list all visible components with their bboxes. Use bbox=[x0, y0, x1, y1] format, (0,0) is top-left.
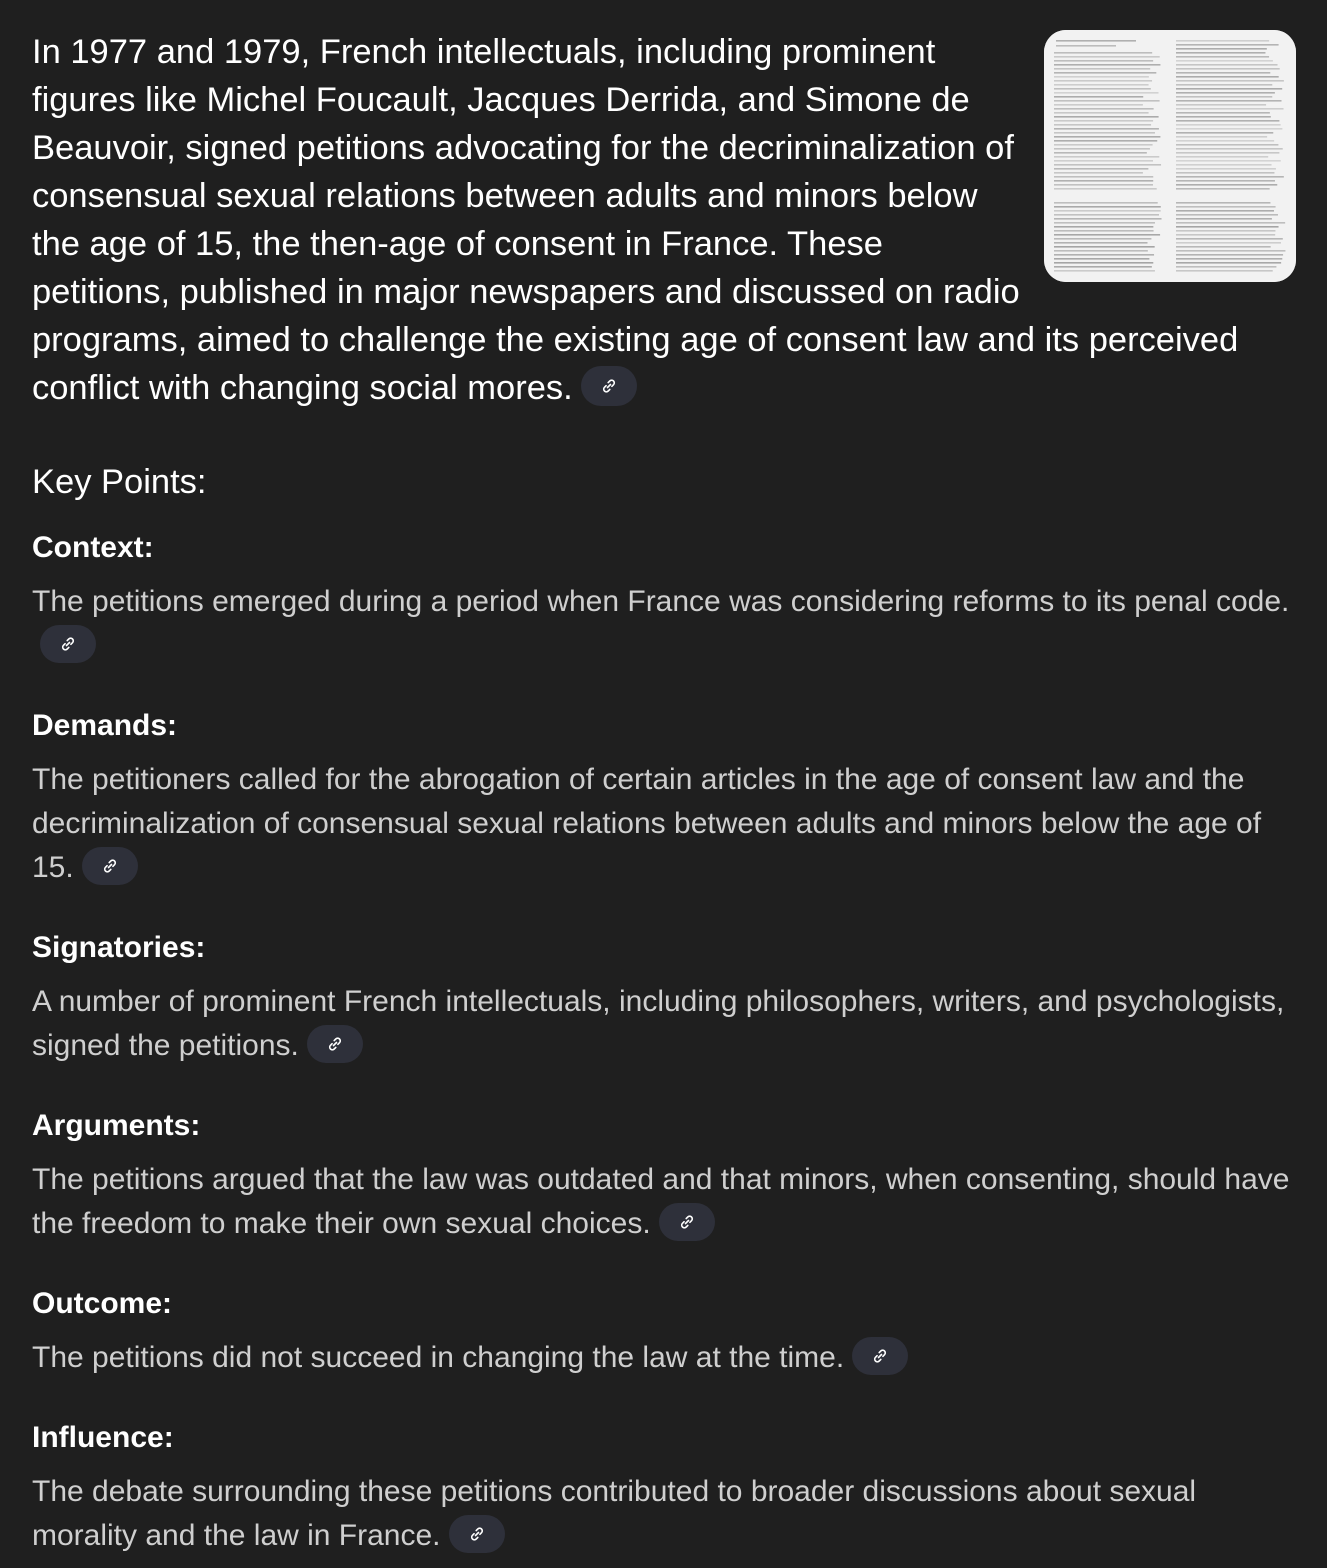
clipping-text-line bbox=[1054, 96, 1143, 98]
clipping-text-line bbox=[1054, 206, 1161, 208]
key-point-arguments bbox=[32, 1108, 1296, 1246]
clipping-text-line bbox=[1054, 266, 1152, 268]
clipping-text-line bbox=[1054, 104, 1143, 106]
clipping-text-line bbox=[1176, 250, 1285, 252]
link-icon bbox=[469, 1526, 485, 1542]
clipping-text-line bbox=[1054, 136, 1160, 138]
clipping-text-line bbox=[1176, 172, 1274, 174]
key-point-body bbox=[32, 1158, 1296, 1246]
link-icon bbox=[102, 858, 118, 874]
citation-link-button[interactable] bbox=[307, 1025, 363, 1063]
clipping-text-line bbox=[1054, 262, 1153, 264]
clipping-text-line bbox=[1054, 168, 1148, 170]
citation-link-button[interactable] bbox=[581, 366, 637, 406]
clipping-text-line bbox=[1054, 64, 1160, 66]
clipping-text-line bbox=[1054, 246, 1155, 248]
clipping-text-line bbox=[1054, 242, 1147, 244]
clipping-text-line bbox=[1054, 72, 1156, 74]
key-point-outcome bbox=[32, 1286, 1296, 1380]
clipping-text-line bbox=[1054, 152, 1147, 154]
clipping-text-line bbox=[1176, 132, 1273, 134]
clipping-text-line bbox=[1054, 160, 1153, 162]
clipping-text-line bbox=[1176, 164, 1272, 166]
key-point-body bbox=[32, 1470, 1296, 1558]
clipping-text-line bbox=[1054, 202, 1158, 204]
key-point-title: Arguments: bbox=[32, 1109, 201, 1142]
clipping-text-line bbox=[1176, 148, 1283, 150]
clipping-text-line bbox=[1176, 238, 1283, 240]
clipping-text-line bbox=[1056, 40, 1136, 42]
clipping-text-line bbox=[1054, 112, 1149, 114]
clipping-text-line bbox=[1054, 108, 1154, 110]
clipping-text-line bbox=[1054, 184, 1153, 186]
link-icon bbox=[601, 378, 617, 394]
clipping-text-line bbox=[1054, 250, 1148, 252]
key-points-heading: Key Points: bbox=[32, 463, 207, 501]
key-point-text: The petitioners called for the abrogation of certain articles in the age of consent law and the decriminalization of consensual sexual relations between adults and minors below the age of 15. bbox=[32, 763, 1262, 884]
clipping-text-line bbox=[1176, 140, 1274, 142]
clipping-text-line bbox=[1054, 60, 1153, 62]
clipping-text-line bbox=[1176, 152, 1279, 154]
intro-text: In 1977 and 1979, French intellectuals, including prominent figures like Michel Foucault, Jacques Derrida, and Simone de Beauvoir, signed petitions advocating for the decriminalization of consensual sexual relations between adults and minors below the age of 15, the then-age of consent in France. These petitions, published in major newspapers and discussed on radio programs, aimed to challenge the existing age of consent law and its perceived conflict with changing social mores. bbox=[32, 33, 1239, 407]
clipping-text-line bbox=[1054, 56, 1160, 58]
key-points-list bbox=[32, 530, 1296, 1558]
clipping-text-line bbox=[1054, 92, 1158, 94]
clipping-text-line bbox=[1054, 164, 1161, 166]
clipping-text-line bbox=[1054, 120, 1153, 122]
key-point-text: The petitions emerged during a period when France was considering reforms to its penal code. bbox=[32, 585, 1290, 618]
link-icon bbox=[327, 1036, 343, 1052]
key-point-influence bbox=[32, 1420, 1296, 1558]
clipping-text-line bbox=[1176, 176, 1284, 178]
clipping-text-line bbox=[1176, 262, 1281, 264]
clipping-text-line bbox=[1176, 120, 1279, 122]
clipping-text-line bbox=[1176, 254, 1283, 256]
clipping-text-line bbox=[1176, 206, 1276, 208]
clipping-text-line bbox=[1054, 52, 1152, 54]
key-point-text: A number of prominent French intellectuals, including philosophers, writers, and psychologists, signed the petitions. bbox=[32, 985, 1285, 1062]
clipping-text-line bbox=[1054, 180, 1153, 182]
clipping-text-line bbox=[1056, 45, 1116, 47]
key-point-title: Outcome: bbox=[32, 1287, 173, 1320]
key-point-context bbox=[32, 530, 1296, 668]
clipping-text-line bbox=[1176, 92, 1275, 94]
link-icon bbox=[679, 1214, 695, 1230]
clipping-text-line bbox=[1054, 270, 1155, 272]
clipping-text-line bbox=[1176, 246, 1271, 248]
clipping-text-line bbox=[1054, 234, 1160, 236]
clipping-text-line bbox=[1176, 108, 1284, 110]
clipping-text-line bbox=[1054, 238, 1151, 240]
clipping-text-line bbox=[1176, 168, 1276, 170]
clipping-text-line bbox=[1054, 222, 1155, 224]
clipping-text-line bbox=[1176, 156, 1268, 158]
clipping-text-line bbox=[1176, 210, 1274, 212]
clipping-text-line bbox=[1054, 210, 1161, 212]
clipping-text-line bbox=[1176, 230, 1275, 232]
key-point-title: Influence: bbox=[32, 1421, 174, 1454]
clipping-text-line bbox=[1176, 52, 1265, 54]
clipping-text-line bbox=[1176, 144, 1278, 146]
clipping-text-line bbox=[1176, 222, 1285, 224]
citation-link-button[interactable] bbox=[852, 1337, 908, 1375]
clipping-text-line bbox=[1054, 258, 1149, 260]
link-icon bbox=[60, 636, 76, 652]
clipping-text-line bbox=[1176, 180, 1275, 182]
clipping-text-line bbox=[1176, 188, 1270, 190]
key-point-title: Signatories: bbox=[32, 931, 206, 964]
clipping-text-line bbox=[1176, 96, 1272, 98]
newspaper-clipping-thumbnail[interactable] bbox=[1044, 30, 1296, 282]
key-point-text: The petitions argued that the law was outdated and that minors, when consenting, should have the freedom to make their own sexual choices. bbox=[32, 1163, 1290, 1240]
clipping-text-line bbox=[1054, 88, 1151, 90]
clipping-text-line bbox=[1176, 48, 1267, 50]
clipping-text-line bbox=[1176, 128, 1282, 130]
clipping-text-line bbox=[1176, 76, 1279, 78]
clipping-text-line bbox=[1176, 104, 1266, 106]
clipping-text-line bbox=[1054, 188, 1157, 190]
clipping-text-line bbox=[1054, 176, 1153, 178]
clipping-text-line bbox=[1054, 230, 1154, 232]
clipping-text-line bbox=[1054, 172, 1143, 174]
key-point-title: Demands: bbox=[32, 709, 178, 742]
citation-link-button[interactable] bbox=[659, 1203, 715, 1241]
clipping-text-line bbox=[1176, 218, 1272, 220]
clipping-text-line bbox=[1176, 84, 1272, 86]
clipping-text-line bbox=[1054, 156, 1159, 158]
key-point-body bbox=[32, 980, 1296, 1068]
clipping-text-line bbox=[1054, 80, 1152, 82]
key-point-body bbox=[32, 1336, 1296, 1380]
citation-link-button[interactable] bbox=[40, 625, 96, 663]
clipping-text-line bbox=[1176, 266, 1276, 268]
clipping-text-line bbox=[1054, 214, 1159, 216]
clipping-text-line bbox=[1176, 56, 1269, 58]
clipping-text-line bbox=[1176, 112, 1270, 114]
clipping-text-line bbox=[1176, 88, 1282, 90]
key-point-signatories bbox=[32, 930, 1296, 1068]
clipping-text-line bbox=[1176, 184, 1277, 186]
clipping-text-line bbox=[1176, 226, 1279, 228]
clipping-text-line bbox=[1176, 40, 1269, 42]
clipping-text-line bbox=[1176, 116, 1271, 118]
clipping-text-line bbox=[1054, 116, 1159, 118]
clipping-text-line bbox=[1176, 202, 1270, 204]
clipping-text-line bbox=[1054, 226, 1153, 228]
key-point-demands bbox=[32, 708, 1296, 890]
clipping-text-line bbox=[1176, 160, 1281, 162]
clipping-text-line bbox=[1176, 234, 1275, 236]
clipping-text-line bbox=[1176, 80, 1284, 82]
link-icon bbox=[872, 1348, 888, 1364]
clipping-text-line bbox=[1054, 144, 1153, 146]
clipping-text-line bbox=[1176, 100, 1281, 102]
clipping-text-line bbox=[1176, 258, 1282, 260]
clipping-text-line bbox=[1176, 136, 1267, 138]
clipping-text-line bbox=[1176, 124, 1281, 126]
clipping-text-line bbox=[1054, 140, 1157, 142]
clipping-text-line bbox=[1054, 68, 1150, 70]
clipping-text-line bbox=[1176, 214, 1278, 216]
clipping-text-line bbox=[1054, 128, 1159, 130]
answer-content bbox=[32, 28, 1296, 1558]
clipping-text-line bbox=[1054, 84, 1149, 86]
clipping-text-line bbox=[1054, 148, 1150, 150]
clipping-text-line bbox=[1054, 124, 1151, 126]
key-point-text: The debate surrounding these petitions contributed to broader discussions about sexual morality and the law in France. bbox=[32, 1475, 1197, 1552]
citation-link-button[interactable] bbox=[449, 1515, 505, 1553]
key-point-body bbox=[32, 758, 1296, 890]
clipping-text-line bbox=[1054, 76, 1149, 78]
citation-link-button[interactable] bbox=[82, 847, 138, 885]
clipping-text-line bbox=[1054, 132, 1155, 134]
clipping-text-line bbox=[1054, 218, 1162, 220]
clipping-text-line bbox=[1176, 44, 1279, 46]
newspaper-clipping-image bbox=[1044, 30, 1296, 282]
clipping-text-line bbox=[1176, 60, 1273, 62]
clipping-text-line bbox=[1176, 72, 1270, 74]
key-point-title: Context: bbox=[32, 531, 154, 564]
clipping-text-line bbox=[1176, 64, 1278, 66]
clipping-text-line bbox=[1176, 242, 1281, 244]
clipping-text-line bbox=[1054, 254, 1154, 256]
clipping-text-line bbox=[1176, 68, 1280, 70]
clipping-text-line bbox=[1176, 270, 1273, 272]
key-point-body bbox=[32, 580, 1296, 668]
key-point-text: The petitions did not succeed in changing the law at the time. bbox=[32, 1341, 845, 1374]
clipping-text-line bbox=[1054, 100, 1160, 102]
